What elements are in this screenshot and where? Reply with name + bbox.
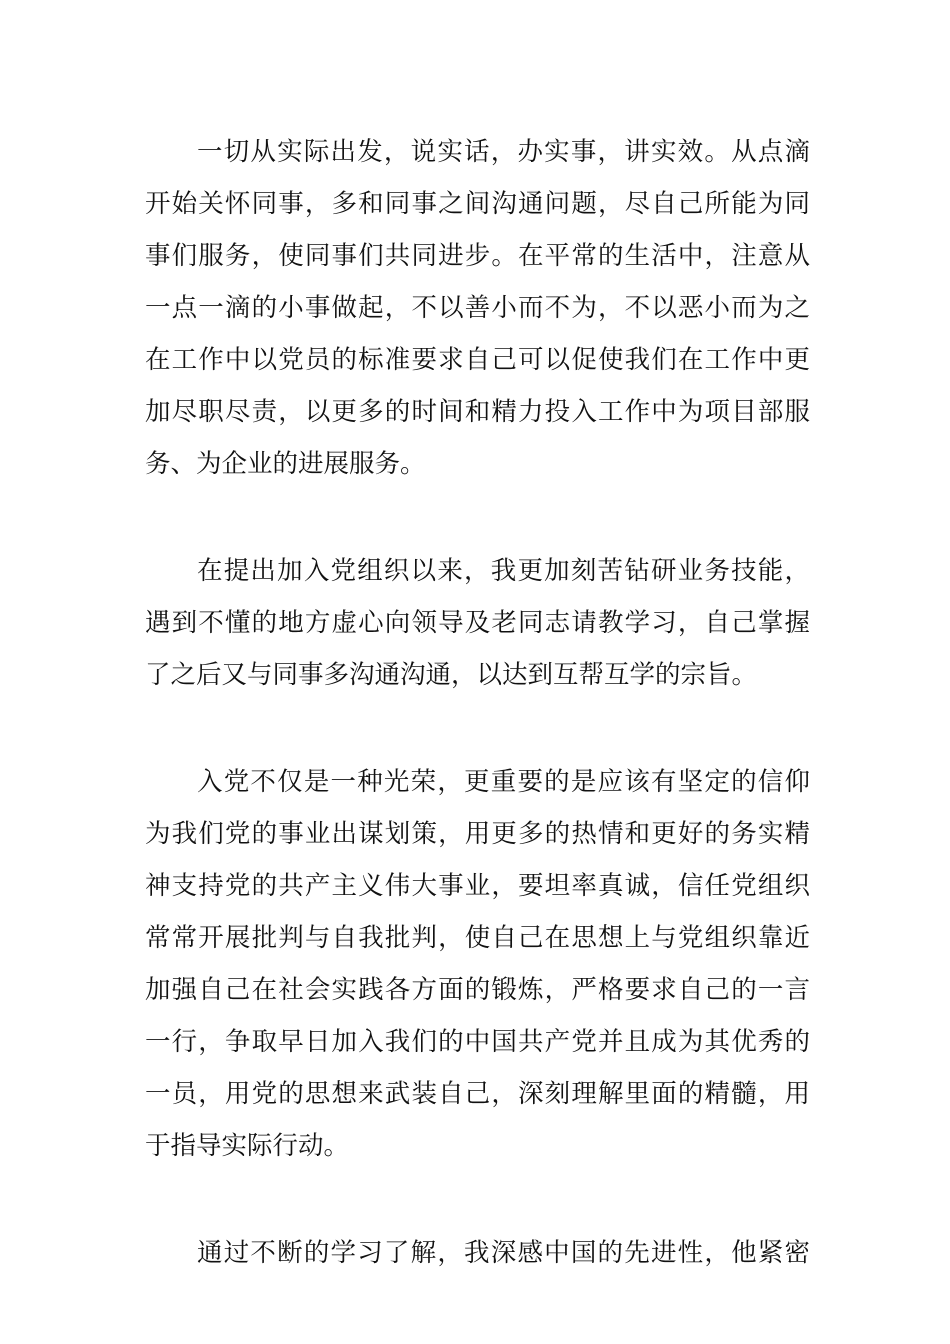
- paragraph-2: [145, 545, 810, 701]
- text-line: 神支持党的共产主义伟大事业，要坦率真诚，信任党组织: [145, 871, 810, 901]
- text-line: 为我们党的事业出谋划策，用更多的热情和更好的务实精: [145, 819, 810, 849]
- text-line: 加强自己在社会实践各方面的锻炼，严格要求自己的一言: [145, 975, 810, 1005]
- text-line: 了之后又与同事多沟通沟通，以达到互帮互学的宗旨。: [145, 660, 758, 690]
- text-line: 入党不仅是一种光荣，更重要的是应该有坚定的信仰: [197, 767, 810, 797]
- text-line: 一员，用党的思想来武装自己，深刻理解里面的精髓，用: [145, 1079, 810, 1109]
- paragraph-4: [145, 1227, 810, 1279]
- text-line: 一点一滴的小事做起，不以善小而不为，不以恶小而为之: [145, 293, 810, 323]
- text-line: 常常开展批判与自我批判，使自己在思想上与党组织靠近: [145, 923, 810, 953]
- text-line: 务、为企业的进展服务。: [145, 449, 426, 479]
- paragraph-1: [145, 126, 810, 490]
- text-line: 一行，争取早日加入我们的中国共产党并且成为其优秀的: [145, 1027, 810, 1057]
- text-line: 在提出加入党组织以来，我更加刻苦钻研业务技能，: [197, 556, 810, 586]
- paragraph-3: [145, 756, 810, 1172]
- text-line: 通过不断的学习了解，我深感中国的先进性，他紧密: [197, 1238, 810, 1268]
- document-body: [145, 126, 810, 1334]
- text-line: 遇到不懂的地方虚心向领导及老同志请教学习，自己掌握: [145, 608, 810, 638]
- text-line: 于指导实际行动。: [145, 1131, 350, 1161]
- text-line: 一切从实际出发，说实话，办实事，讲实效。从点滴: [197, 137, 810, 167]
- text-line: 在工作中以党员的标准要求自己可以促使我们在工作中更: [145, 345, 810, 375]
- text-line: 加尽职尽责，以更多的时间和精力投入工作中为项目部服: [145, 397, 810, 427]
- text-line: 事们服务，使同事们共同进步。在平常的生活中，注意从: [145, 241, 810, 271]
- text-line: 开始关怀同事，多和同事之间沟通问题，尽自己所能为同: [145, 189, 810, 219]
